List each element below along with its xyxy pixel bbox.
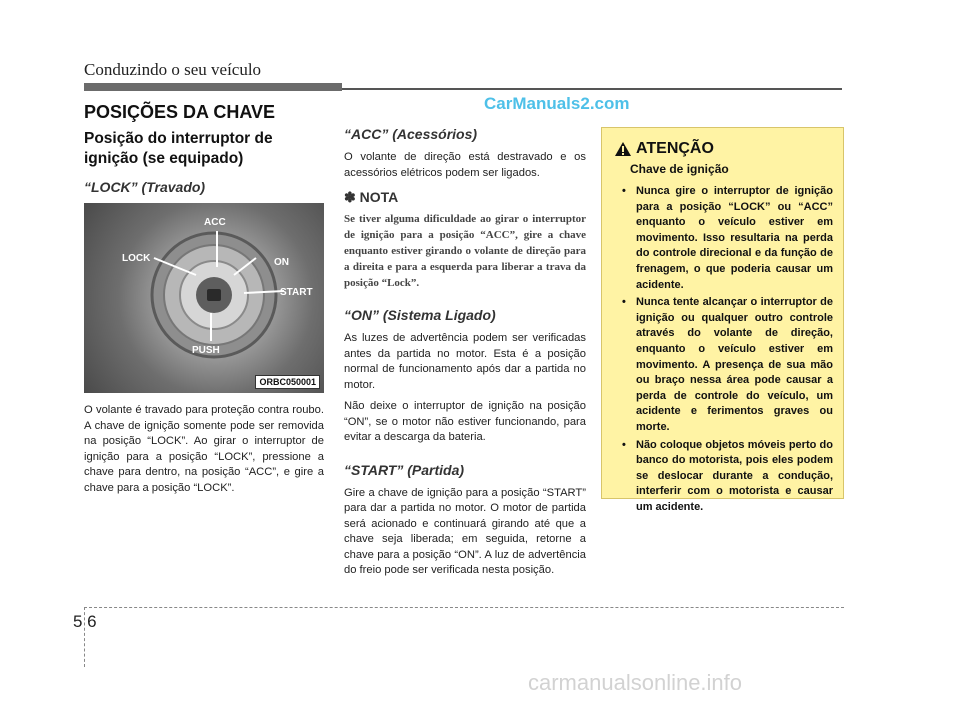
warning-list [614,184,833,515]
on-text-2: Não deixe o interruptor de ignição na posição “ON”, se o motor não estiver funcionando, para evitar a descarga da bateria. [344,400,586,443]
label-lock: LOCK [122,253,151,264]
warning-item: • Não coloque objetos móveis perto do banco do motorista, pois eles podem se deslocar durante a condução, interferir com o motorista e causar um acidente. [614,438,833,516]
on-heading: “ON” (Sistema Ligado) [344,307,496,323]
warning-subtitle: Chave de ignição [630,162,729,176]
label-push: PUSH [192,345,220,356]
column-left [84,100,324,496]
photo-code: ORBC050001 [255,375,320,389]
watermark-top: CarManuals2.com [484,94,630,113]
watermark-bottom: carmanualsonline.info [528,670,743,695]
warning-title-row [614,140,833,158]
warning-title: ATENÇÃO [636,140,714,157]
on-text-1: As luzes de advertência podem ser verificadas antes da partida no motor. Esta é a posição normal de funcionamento após dar a partida no motor. [344,332,586,391]
ignition-switch-illustration [84,203,324,393]
column-middle [344,126,586,579]
label-start: START [280,287,313,298]
lock-text: O volante é travado para proteção contra roubo. A chave de ignição somente pode ser removida na posição “LOCK”. Ao girar o interruptor de ignição para a posição “LOCK”, pressione a chave para dentro, na posição “ACC”, e gire a chave para a posição “LOCK”. [84,404,324,494]
header-bar [84,83,342,91]
warning-item: • Nunca gire o interruptor de ignição para a posição “LOCK” ou “ACC” enquanto o veículo estiver em movimento. Isso resultaria na perda do controle direcional e da função de frenagem, o que poderia causar um acidente. [614,184,833,293]
label-on: ON [274,257,289,268]
page-number: 5 6 [73,612,97,631]
label-acc: ACC [204,217,226,228]
subsection-title: Posição do interruptor de ignição (se equipado) [84,130,273,167]
lock-heading: “LOCK” (Travado) [84,179,206,195]
acc-heading: “ACC” (Acessórios) [344,126,478,142]
note-text: Se tiver alguma dificuldade ao girar o interruptor de ignição para a posição “ACC”, gire a chave enquanto estiver girando o volante de direção para a direita e para a esquerda para liberar a trava da posição “Lock”. [344,213,586,289]
start-heading: “START” (Partida) [344,461,465,478]
acc-text: O volante de direção está destravado e os acessórios elétricos podem ser ligados. [344,151,586,179]
ignition-switch-photo [84,203,324,393]
section-title: POSIÇÕES DA CHAVE [84,102,276,122]
footer-rule [84,607,844,608]
warning-box [601,127,844,513]
warning-triangle-icon [614,141,632,157]
start-text: Gire a chave de ignição para a posição “START” para dar a partida no motor. O motor de partida será acionado e continuará girando até que a chave seja liberada; em seguida, retorne a chave para a posição “ON”. A luz de advertência do freio pode ser verificada nesta posição. [344,486,586,576]
note-heading: ✽ NOTA [344,189,399,205]
warning-item: • Nunca tente alcançar o interruptor de ignição ou qualquer outro controle através do volante de direção, enquanto o veículo estiver em movimento. A presença de sua mão ou braço nessa área pode causar a perda de controle do veículo, um acidente e ferimentos graves ou morte. [614,295,833,435]
header-title: Conduzindo o seu veículo [84,60,262,79]
header-rule [342,88,842,90]
